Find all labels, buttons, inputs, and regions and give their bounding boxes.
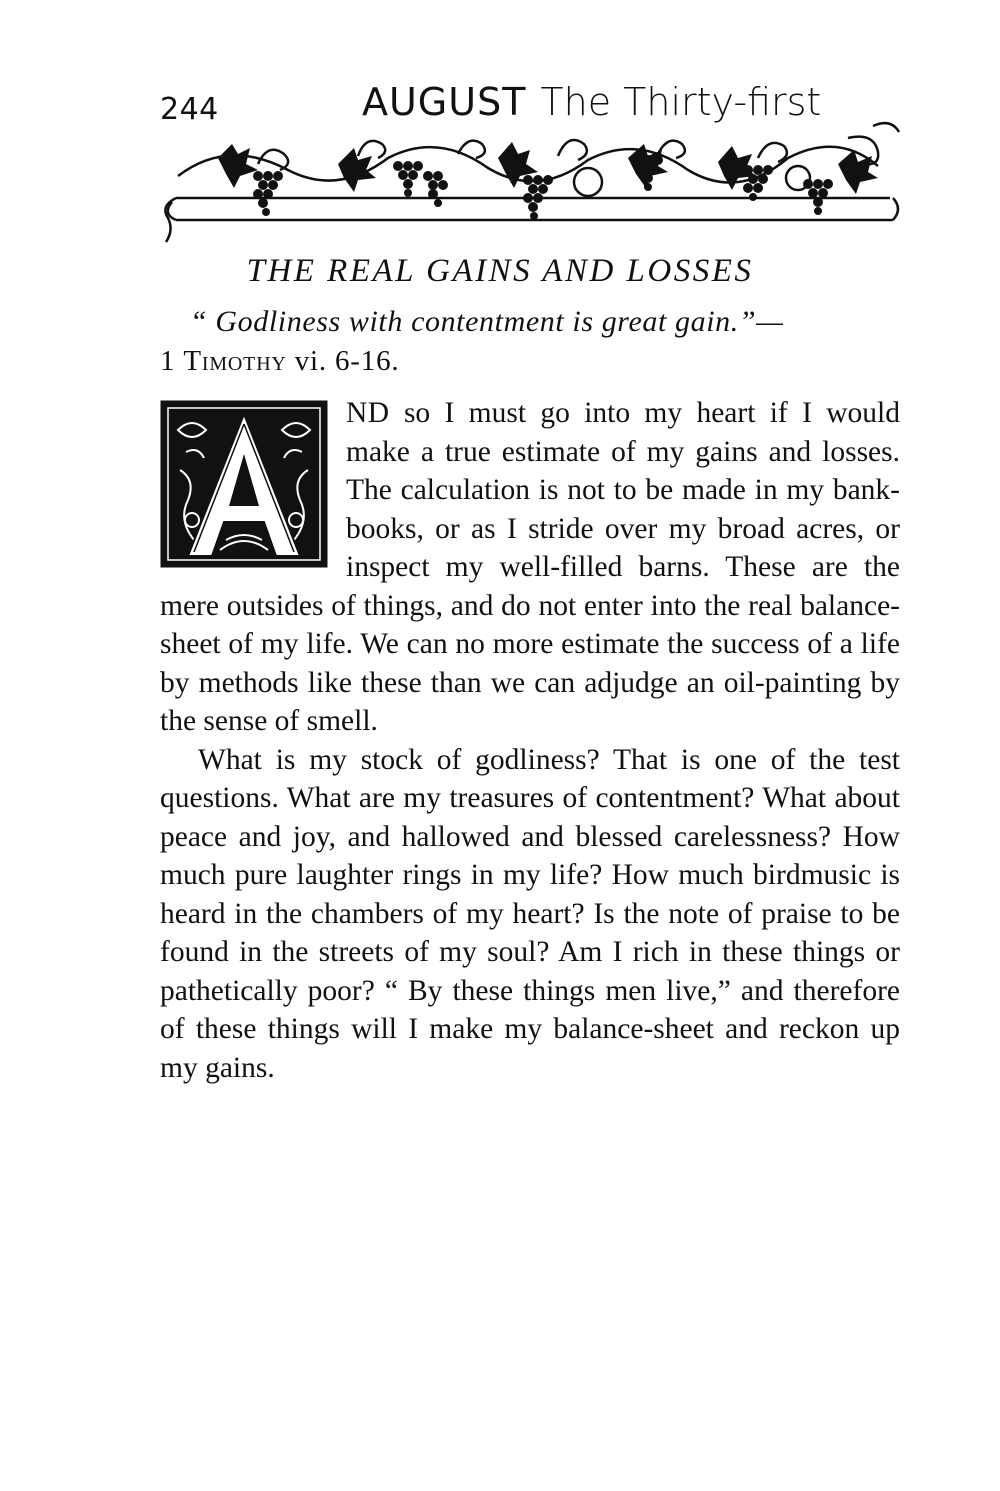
grapevine-banner-icon (158, 118, 908, 248)
article-title: THE REAL GAINS AND LOSSES (246, 253, 754, 289)
drop-cap-space (160, 394, 346, 584)
running-head-month: AUGUST (362, 80, 527, 124)
running-head-date: The Thirty-first (540, 80, 822, 124)
reference-number: 1 (160, 345, 176, 377)
paragraph-two: What is my stock of godliness? That is one of the test questions. What are my treasures of contentment? What about peace and joy, and hallowed and blessed carelessness? How much pure laughter rings in my life? How much birdmusic is heard in the chambers of my heart? Is the note of praise to be found in the streets of my soul? Am I rich in these things or pathetically poor? “ By these things men live,” and therefore of these things will I make my balance-sheet and reckon up my gains. (160, 743, 900, 1084)
body-text (160, 394, 900, 1087)
paragraph-one (160, 394, 900, 741)
epigraph-quote: “ Godliness with contentment is great gain.”— (190, 305, 784, 338)
reference-verses: vi. 6-16. (294, 345, 400, 377)
page-number: 244 (160, 92, 219, 127)
paragraph-one-text: so I must go into my heart if I would make a true estimate of my gains and losses. The calculation is not to be made in my bank-books, or as I stride over my broad acres, or inspect my well-filled barns. These are the mere outsides of things, and do not enter into the real balance-sheet of my life. We can no more estimate the success of a life by methods like these than we can adjudge an oil-painting by the sense of smell. (160, 397, 900, 737)
reference-book: Timothy (183, 345, 287, 377)
epigraph-reference (160, 345, 399, 378)
lead-caps: ND (346, 397, 390, 429)
